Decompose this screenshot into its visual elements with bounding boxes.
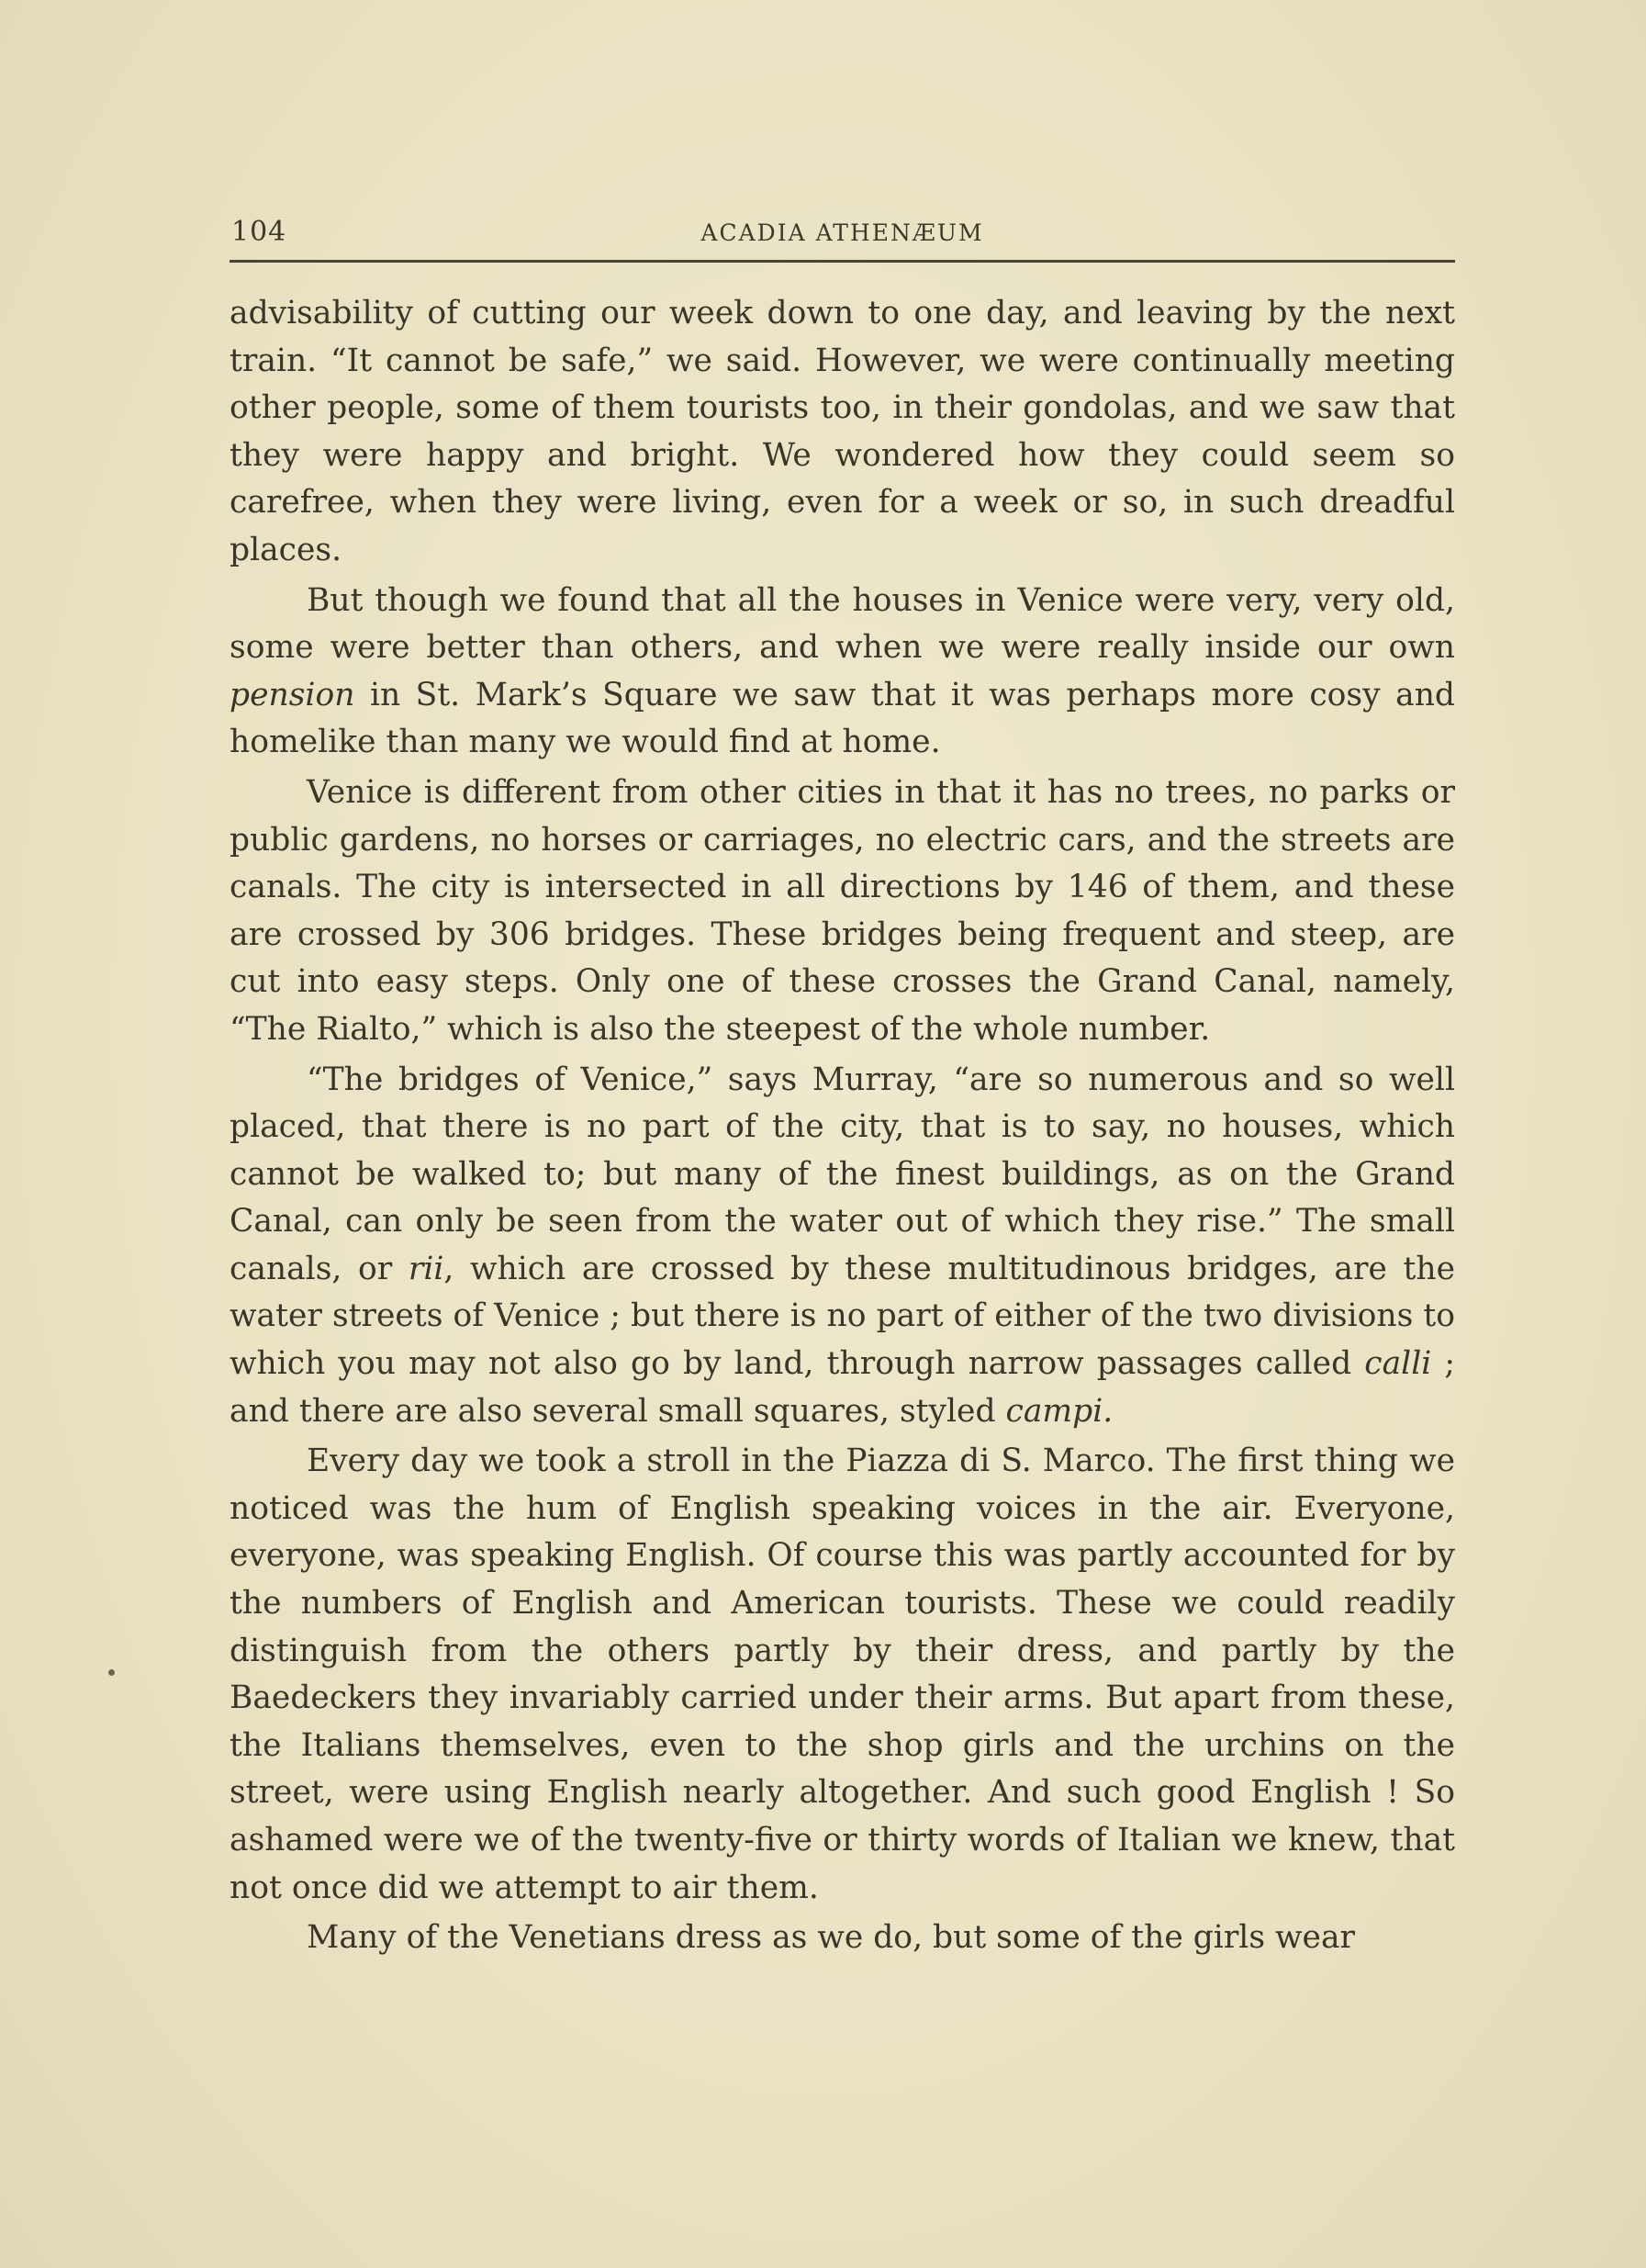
text-run: But though we found that all the houses in Venice were very, very old, some were better than others, and when we were really inside our own	[230, 581, 1455, 667]
paragraph	[230, 290, 1455, 575]
italic-term: campi.	[1005, 1392, 1114, 1430]
text-run: Many of the Venetians dress as we do, but some of the girls wear	[307, 1919, 1356, 1957]
text-run: Every day we took a stroll in the Piazza di S. Marco. The first thing we noticed was the hum of English speaking voices in the air. Everyone, everyone, was speaking English. Of course this was partly accounted for by the numbers of English and American tourists. These we could readily distinguish from the others partly by their dress, and partly by the Baedeckers they invariably carried under their arms. But apart from these, the Italians themselves, even to the shop girls and the urchins on the street, were using English nearly altogether. And such good English ! So ashamed were we of the twenty-five or thirty words of Italian we knew, that not once did we attempt to air them.	[230, 1443, 1455, 1906]
italic-term: pension	[230, 676, 355, 713]
page-header	[230, 207, 1455, 254]
text-run: “The bridges of Venice,” says Murray, “are so numerous and so well placed, that there is no part of the city, that is to say, no houses, which cannot be walked to; but many of the finest buildings, as on the Grand Canal, can only be seen from the water out of which they rise.” The small canals, or	[230, 1061, 1455, 1287]
ink-speck	[108, 1669, 115, 1676]
paragraph	[230, 1438, 1455, 1912]
italic-term: calli	[1364, 1345, 1432, 1383]
text-run: , which are crossed by these multitudinous bridges, are the water streets of Venice ; but there is no part of either of the two divisions to which you may not also go by land, through narrow passages called	[230, 1250, 1455, 1383]
text-run: ; and there are also several small squares, styled	[230, 1345, 1456, 1430]
text-run: in St. Mark’s Square we saw that it was perhaps more cosy and homelike than many we would find at home.	[230, 676, 1455, 761]
text-run: advisability of cutting our week down to one day, and leaving by the next train. “It cannot be safe,” we said. However, we were continually meeting other people, some of them tourists too, in their gondolas, and we saw that they were happy and bright. We wondered how they could seem so carefree, when they were living, even for a week or so, in such dreadful places.	[230, 295, 1455, 568]
running-title: ACADIA ATHENÆUM	[700, 219, 984, 246]
italic-term: rii	[408, 1250, 444, 1287]
text-run: Venice is different from other cities in that it has no trees, no parks or public gardens, no horses or carriages, no electric cars, and the streets are canals. The city is intersected in all directions by 146 of them, and these are crossed by 306 bridges. These bridges being frequent and steep, are cut into easy steps. Only one of these crosses the Grand Canal, namely, “The Rialto,” which is also the steepest of the whole number.	[230, 773, 1455, 1048]
paragraph	[230, 578, 1455, 767]
body-text	[230, 290, 1455, 1962]
header-rule	[230, 260, 1455, 263]
paragraph	[230, 1057, 1455, 1436]
paragraph	[230, 1914, 1455, 1962]
page-number: 104	[231, 216, 287, 248]
paragraph	[230, 769, 1455, 1054]
page	[230, 207, 1455, 1962]
